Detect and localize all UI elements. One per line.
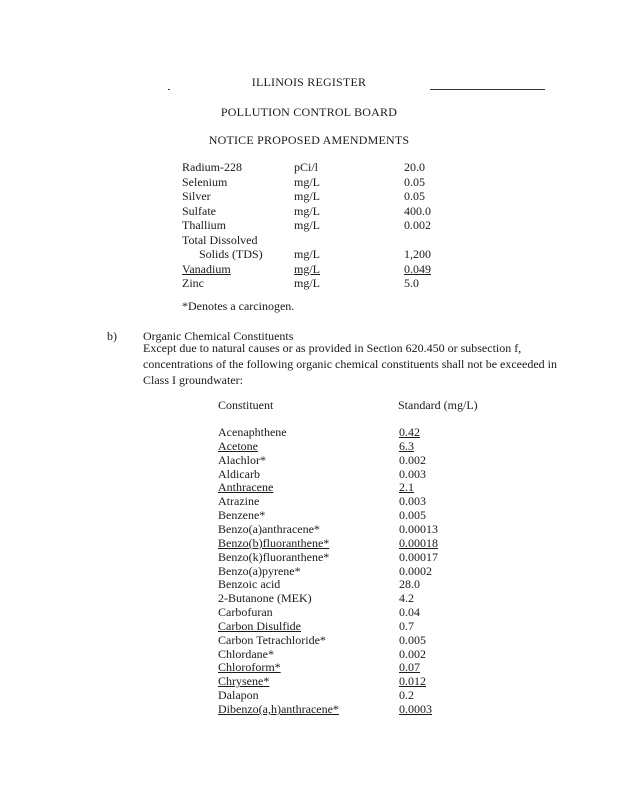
section-b-label: b): [107, 329, 117, 343]
inorganic-row-value: 0.002: [404, 218, 431, 232]
organic-row-name: Alachlor*: [218, 452, 266, 467]
inorganic-row-name: Vanadium: [182, 261, 231, 276]
organic-row-value: 0.42: [399, 425, 420, 439]
inorganic-row-value: 5.0: [404, 276, 419, 290]
organic-row-name: Carbofuran: [218, 605, 273, 620]
organic-row-value: 0.0003: [399, 702, 432, 716]
inorganic-row-unit: mg/L: [294, 189, 320, 203]
inorganic-row-unit: mg/L: [294, 174, 320, 189]
inorganic-row-value: 0.049: [404, 261, 431, 276]
section-b-body: Except due to natural causes or as provided in Section 620.450 or subsection f, concentrations of the following organic chemical constituents shall not be exceeded in Class I groundwater:: [143, 341, 557, 387]
inorganic-row-unit: mg/L: [294, 218, 320, 232]
organic-row-name: Aldicarb: [218, 466, 260, 481]
organic-row-value: 6.3: [399, 438, 414, 453]
header-rule-right: [430, 89, 545, 90]
inorganic-row-unit: mg/L: [294, 261, 320, 276]
inorganic-row-unit: mg/L: [294, 247, 320, 261]
organic-row-value: 0.003: [399, 466, 426, 481]
inorganic-row-unit: mg/L: [294, 276, 320, 290]
organic-row-name: Acenaphthene: [218, 425, 287, 439]
section-b-title: Organic Chemical Constituents: [143, 329, 294, 343]
organic-row-value: 0.003: [399, 494, 426, 509]
organic-row-name: Benzo(a)pyrene*: [218, 563, 301, 578]
header-rule-left: [168, 89, 170, 90]
organic-row-value: 0.005: [399, 508, 426, 523]
organic-row-name: Benzo(k)fluoranthene*: [218, 549, 330, 564]
organic-row-name: Carbon Tetrachloride*: [218, 632, 326, 647]
board-title: POLLUTION CONTROL BOARD: [220, 105, 398, 119]
notice-title: NOTICE PROPOSED AMENDMENTS: [208, 133, 410, 147]
inorganic-row-name: Thallium: [182, 218, 226, 232]
organic-row-value: 0.012: [399, 674, 426, 689]
inorganic-row-value: 0.05: [404, 189, 425, 203]
organic-row-value: 0.04: [399, 605, 420, 620]
organic-row-name: Anthracene: [218, 480, 274, 495]
organic-row-value: 2.1: [399, 480, 414, 495]
register-title: ILLINOIS REGISTER: [251, 75, 367, 89]
organic-row-name: Acetone: [218, 438, 258, 453]
organic-row-name: Chlordane*: [218, 646, 274, 661]
inorganic-row-unit: pCi/l: [294, 160, 319, 174]
inorganic-row-name: Solids (TDS): [199, 247, 263, 261]
organic-row-value: 28.0: [399, 577, 420, 592]
organic-row-name: Chrysene*: [218, 674, 270, 689]
carcinogen-footnote: *Denotes a carcinogen.: [182, 299, 295, 313]
organic-row-name: Benzo(a)anthracene*: [218, 521, 320, 536]
column-header-standard: Standard (mg/L): [398, 398, 478, 412]
inorganic-row-name: Radium-228: [182, 160, 242, 174]
organic-row-value: 0.002: [399, 452, 426, 467]
organic-row-value: 0.00013: [399, 521, 438, 536]
organic-row-name: Carbon Disulfide: [218, 618, 301, 633]
organic-row-value: 0.2: [399, 688, 414, 703]
organic-row-value: 0.7: [399, 618, 414, 633]
inorganic-row-name: Sulfate: [182, 203, 216, 218]
organic-row-name: 2-Butanone (MEK): [218, 591, 312, 606]
inorganic-row-value: 1,200: [404, 247, 431, 261]
organic-row-name: Benzo(b)fluoranthene*: [218, 535, 330, 550]
organic-row-name: Chloroform*: [218, 660, 281, 675]
organic-row-value: 0.0002: [399, 563, 432, 578]
inorganic-row-name: Zinc: [182, 276, 204, 290]
organic-row-value: 0.005: [399, 632, 426, 647]
inorganic-row-name: Silver: [182, 189, 211, 203]
organic-row-value: 4.2: [399, 591, 414, 606]
organic-row-value: 0.00017: [399, 549, 438, 564]
organic-row-name: Dibenzo(a,h)anthracene*: [218, 702, 339, 716]
organic-row-value: 0.002: [399, 646, 426, 661]
organic-row-value: 0.07: [399, 660, 420, 675]
column-header-constituent: Constituent: [218, 398, 274, 412]
organic-row-name: Benzene*: [218, 508, 266, 523]
organic-row-name: Benzoic acid: [218, 577, 281, 592]
inorganic-row-name: Selenium: [182, 174, 228, 189]
inorganic-row-value: 0.05: [404, 174, 425, 189]
inorganic-row-name: Total Dissolved: [182, 232, 258, 247]
organic-row-value: 0.00018: [399, 535, 438, 550]
inorganic-row-unit: mg/L: [294, 203, 320, 218]
inorganic-row-value: 400.0: [404, 203, 431, 218]
inorganic-row-value: 20.0: [404, 160, 425, 174]
organic-row-name: Atrazine: [218, 494, 260, 509]
organic-row-name: Dalapon: [218, 688, 259, 703]
